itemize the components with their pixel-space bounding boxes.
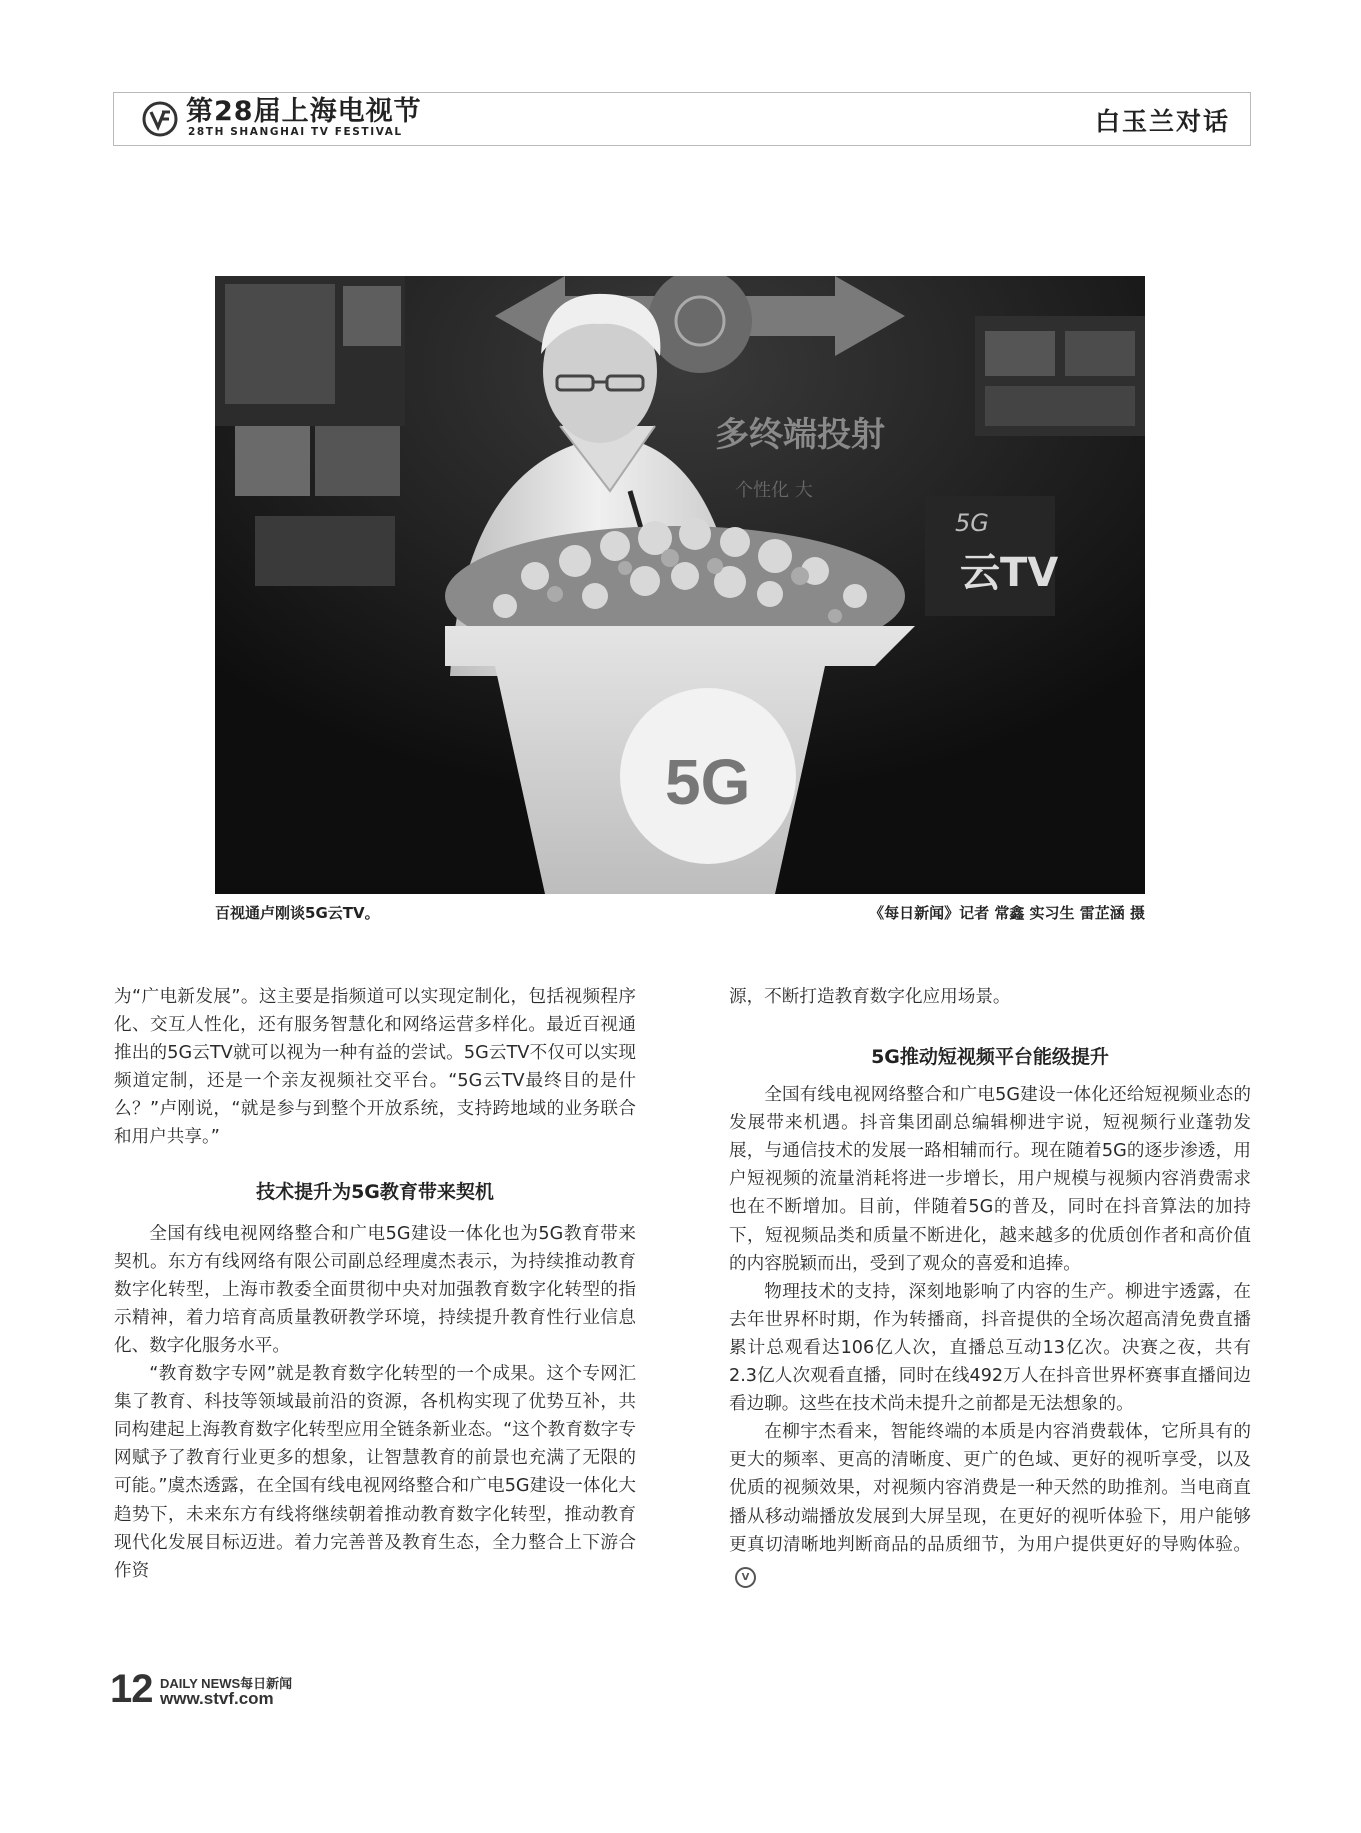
photo-caption: 百视通卢刚谈5G云TV。 [215, 904, 380, 922]
page-header [113, 92, 1251, 146]
left-section-heading: 技术提升为5G教育带来契机 [256, 1180, 494, 1203]
end-mark-icon: V [735, 1567, 756, 1588]
left-column [114, 983, 636, 1585]
right-paragraph-3-text: 在柳宇杰看来，智能终端的本质是内容消费载体，它所具有的更大的频率、更高的清晰度、更广的色域、更好的视听享受，以及优质的视频效果，对视频内容消费是一种天然的助推剂。当电商直播从移动端播放发展到大屏呈现，在更好的视听体验下，用户能够更真切清晰地判断商品的品质细节，为用户提供更好的导购体验。 [729, 1422, 1251, 1555]
screen-tv: 云TV [960, 550, 1059, 596]
festival-title: 第28届上海电视节 [186, 96, 422, 127]
screen-5g: 5G [955, 509, 989, 537]
screen-heading: 多终端投射 [715, 415, 885, 455]
podium-logo: 5G [665, 746, 751, 818]
right-paragraph-3 [729, 1418, 1251, 1587]
right-section-heading: 5G推动短视频平台能级提升 [871, 1046, 1109, 1069]
left-paragraph-2: 全国有线电视网络整合和广电5G建设一体化也为5G教育带来契机。东方有线网络有限公司副总经理虞杰表示，为持续推动教育数字化转型，上海市教委全面贯彻中央对加强教育数字化转型的指示精神，着力培育高质量教研教学环境，持续提升教育性行业信息化、数字化服务水平。 [114, 1223, 636, 1356]
right-column [729, 983, 1251, 1588]
article-photo [215, 276, 1145, 894]
stage-illustration [215, 276, 1145, 894]
right-paragraph-2: 物理技术的支持，深刻地影响了内容的生产。柳进宇透露，在去年世界杯时期，作为转播商，抖音提供的全场次超高清免费直播累计总观看达106亿人次，直播总互动13亿次。决赛之夜，共有2.3亿人次观看直播，同时在线492万人在抖音世界杯赛事直播间边看边聊。这些在技术尚未提升之前都是无法想象的。 [729, 1281, 1251, 1415]
festival-subtitle: 28TH SHANGHAI TV FESTIVAL [188, 126, 403, 138]
website-link[interactable]: www.stvf.com [160, 1689, 274, 1708]
publication-name: DAILY NEWS每日新闻 [160, 1676, 293, 1691]
left-paragraph-1: 为“广电新发展”。这主要是指频道可以实现定制化，包括视频程序化、交互人性化，还有服务智慧化和网络运营多样化。最近百视通推出的5G云TV就可以视为一种有益的尝试。5G云TV不仅可以实现频道定制，还是一个亲友视频社交平台。“5G云TV最终目的是什么？”卢刚说，“就是参与到整个开放系统，支持跨地域的业务联合和用户共享。” [114, 987, 636, 1148]
stvf-logo-icon [142, 101, 178, 137]
photo-credit: 《每日新闻》记者 常鑫 实习生 雷芷涵 摄 [869, 904, 1145, 922]
left-paragraph-3: “教育数字专网”就是教育数字化转型的一个成果。这个专网汇集了教育、科技等领域最前沿的资源，各机构实现了优势互补，共同构建起上海教育数字化转型应用全链条新业态。“这个教育数字专网赋予了教育行业更多的想象，让智慧教育的前景也充满了无限的可能。”虞杰透露，在全国有线电视网络整合和广电5G建设一体化大趋势下，未来东方有线将继续朝着推动教育数字化转型，推动教育现代化发展目标迈进。着力完善普及教育生态，全力整合上下游合作资 [114, 1364, 636, 1581]
section-title: 白玉兰对话 [1094, 107, 1230, 136]
right-paragraph-1: 全国有线电视网络整合和广电5G建设一体化还给短视频业态的发展带来机遇。抖音集团副总编辑柳进宇说，短视频行业蓬勃发展，与通信技术的发展一路相辅而行。现在随着5G的逐步渗透，用户短视频的流量消耗将进一步增长，用户规模与视频内容消费需求也在不断增加。目前，伴随着5G的普及，同时在抖音算法的加持下，短视频品类和质量不断进化，越来越多的优质创作者和高价值的内容脱颖而出，受到了观众的喜爱和追捧。 [729, 1085, 1251, 1274]
screen-subline: 个性化 大 [735, 480, 813, 501]
page-number: 12 [110, 1667, 153, 1711]
right-paragraph-0: 源，不断打造教育数字化应用场景。 [729, 987, 1011, 1007]
